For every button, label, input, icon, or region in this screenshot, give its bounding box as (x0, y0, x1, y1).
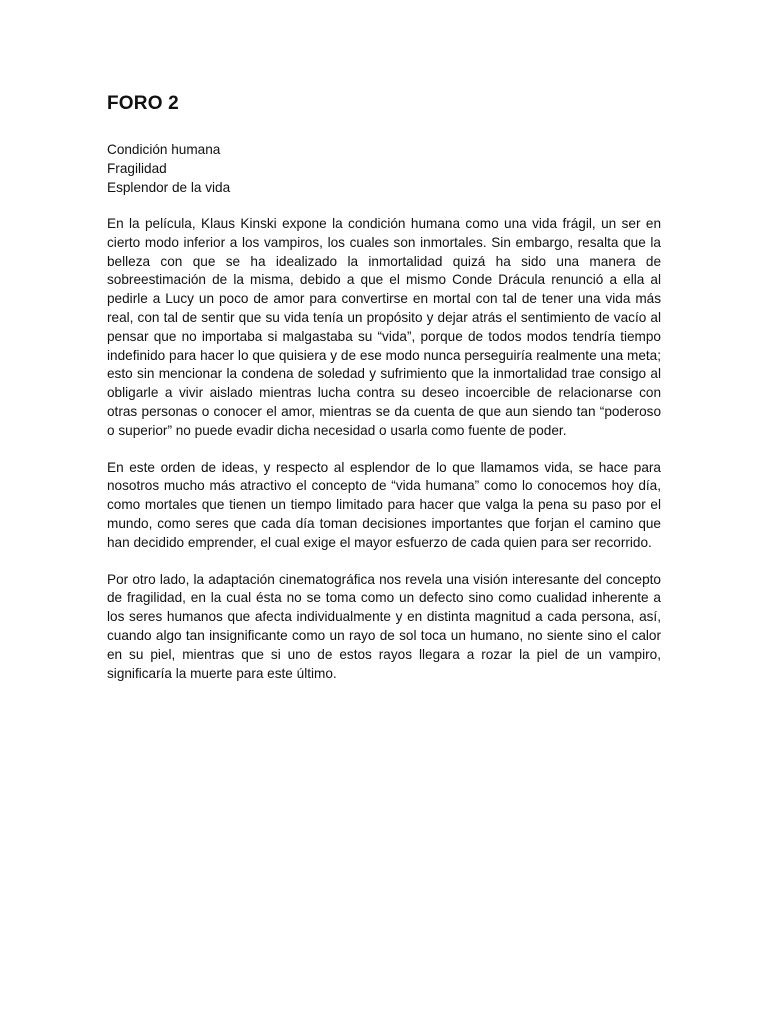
topic-item: Condición humana (107, 142, 221, 157)
body-paragraph: En la película, Klaus Kinski expone la condición humana como una vida frágil, un ser en cierto modo inferior a los vampiros, los cuales son inmortales. Sin embargo, resalta que la belleza con que se ha idealizado la inmortalidad quizá ha sido una manera de sobreestimación de la misma, debido a que el mismo Conde Drácula renunció a ella al pedirle a Lucy un poco de amor para convertirse en mortal con tal de tener una vida más real, con tal de sentir que su vida tenía un propósito y dejar atrás el sentimiento de vacío al pensar que no importaba si malgastaba su “vida”, porque de todos modos tendría tiempo indefinido para hacer lo que quisiera y de ese modo nunca perseguiría realmente una meta; esto sin mencionar la condena de soledad y sufrimiento que la inmortalidad trae consigo al obligarle a vivir aislado mientras lucha contra su deseo incoercible de relacionarse con otras personas o conocer el amor, mientras se da cuenta de que aun siendo tan “poderoso o superior” no puede evadir dicha necesidad o usarla como fuente de poder. (107, 216, 661, 438)
topic-item: Fragilidad (107, 161, 167, 176)
body-paragraph: En este orden de ideas, y respecto al esplendor de lo que llamamos vida, se hace para nosotros mucho más atractivo el concepto de “vida humana” como lo conocemos hoy día, como mortales que tienen un tiempo limitado para hacer que valga la pena su paso por el mundo, como seres que cada día toman decisiones importantes que forjan el camino que han decidido emprender, el cual exige el mayor esfuerzo de cada quien para ser recorrido. (107, 459, 661, 550)
topic-list (107, 140, 661, 197)
document-title: FORO 2 (107, 93, 179, 114)
document-page (107, 92, 661, 701)
topic-item: Esplendor de la vida (107, 180, 231, 195)
body-paragraph: Por otro lado, la adaptación cinematográfica nos revela una visión interesante del concepto de fragilidad, en la cual ésta no se toma como un defecto sino como cualidad inherente a los seres humanos que afecta individualmente y en distinta magnitud a cada persona, así, cuando algo tan insignificante como un rayo de sol toca un humano, no siente sino el calor en su piel, mientras que si uno de estos rayos llegara a rozar la piel de un vampiro, significaría la muerte para este último. (107, 571, 661, 681)
